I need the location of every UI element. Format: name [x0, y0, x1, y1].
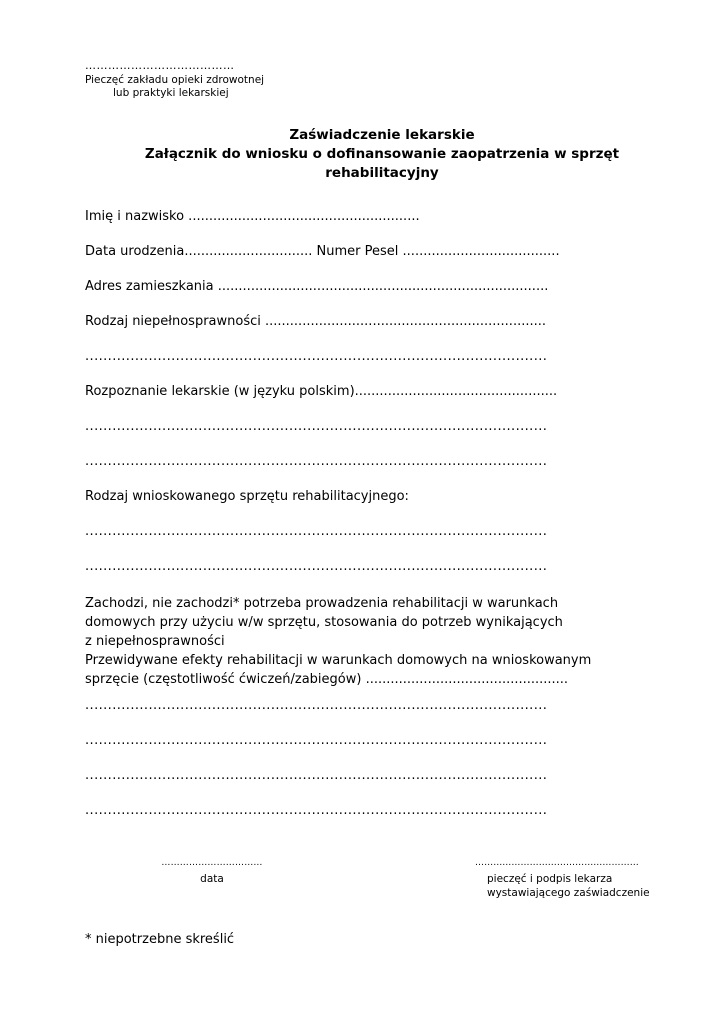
date-signature-label: data: [200, 873, 224, 885]
field-address: Adres zamieszkania ................................................................................: [85, 279, 549, 294]
doctor-signature-label-1: pieczęć i podpis lekarza: [487, 873, 613, 885]
title-line-1: Zaświadczenie lekarskie: [289, 127, 475, 143]
field-diagnosis-cont-1: ......................................................................................................: [85, 419, 548, 434]
document-content: [85, 60, 679, 838]
rehabilitation-statement: [85, 594, 679, 689]
statement-line-2: domowych przy użyciu w/w sprzętu, stosowania do potrzeb wynikających: [85, 615, 563, 630]
doctor-signature-dots: ………………………………………………: [475, 858, 639, 868]
free-line-3: ......................................................................................................: [85, 768, 548, 783]
footnote: * niepotrzebne skreślić: [85, 932, 235, 947]
field-equipment-type-line-2: ......................................................................................................: [85, 559, 548, 574]
title-line-3: rehabilitacyjny: [325, 165, 439, 181]
field-equipment-type-line-1: ......................................................................................................: [85, 524, 548, 539]
signature-row: [85, 858, 679, 918]
free-line-4: ......................................................................................................: [85, 803, 548, 818]
statement-line-4: Przewidywane efekty rehabilitacji w warunkach domowych na wnioskowanym: [85, 653, 592, 668]
field-full-name: Imię i nazwisko ........................................................: [85, 209, 420, 224]
page-title: [85, 126, 679, 183]
field-birthdate-pesel: Data urodzenia............................... Numer Pesel ......................................: [85, 244, 560, 259]
clinic-stamp-line-1: Pieczęć zakładu opieki zdrowotnej: [85, 74, 265, 86]
doctor-signature-block: [475, 858, 724, 900]
clinic-stamp-dots: …………………………………: [85, 59, 235, 72]
clinic-stamp-line-2: lub praktyki lekarskiej: [113, 87, 229, 99]
free-line-2: ......................................................................................................: [85, 733, 548, 748]
title-line-2: Załącznik do wniosku o dofinansowanie zaopatrzenia w sprzęt: [144, 146, 620, 162]
statement-line-1: Zachodzi, nie zachodzi* potrzeba prowadzenia rehabilitacji w warunkach: [85, 596, 559, 611]
free-line-1: ......................................................................................................: [85, 698, 548, 713]
field-equipment-type-label: Rodzaj wnioskowanego sprzętu rehabilitacyjnego:: [85, 489, 409, 504]
clinic-stamp-block: [85, 60, 679, 100]
date-signature-block: [117, 858, 307, 886]
field-diagnosis-cont-2: ......................................................................................................: [85, 454, 548, 469]
statement-line-3: z niepełnosprawności: [85, 634, 225, 649]
form-fields-block: [85, 209, 679, 575]
doctor-signature-label-2: wystawiającego zaświadczenie: [487, 887, 650, 899]
date-signature-dots: ……………………………: [161, 858, 263, 868]
statement-line-5: sprzęcie (częstotliwość ćwiczeń/zabiegów) .................................................: [85, 672, 569, 687]
field-disability-type: Rodzaj niepełnosprawności ....................................................................: [85, 314, 546, 329]
free-write-lines: [85, 698, 679, 819]
field-diagnosis: Rozpoznanie lekarskie (w języku polskim).................................................: [85, 384, 558, 399]
field-disability-type-cont: ......................................................................................................: [85, 349, 548, 364]
